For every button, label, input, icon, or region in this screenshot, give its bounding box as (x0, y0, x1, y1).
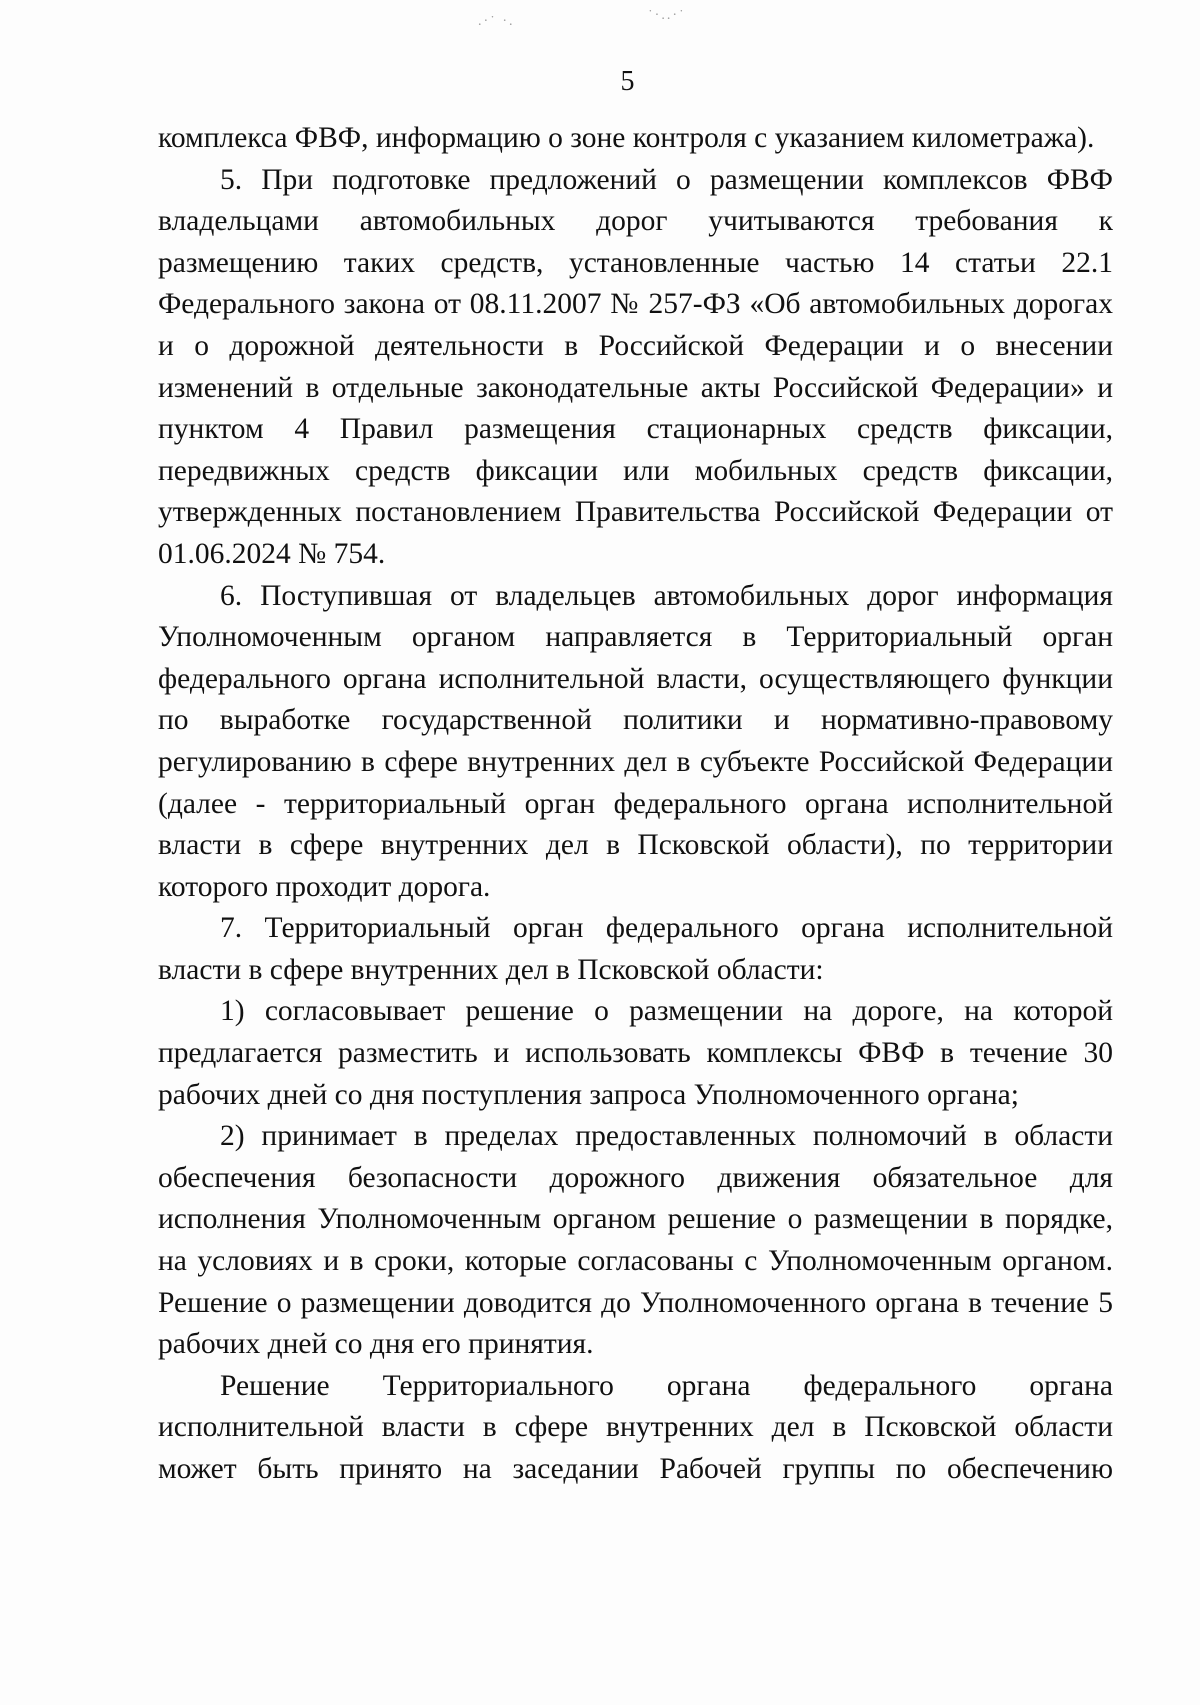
subitem-1: 1) согласовывает решение о размещении на дороге, на которой предлагается разместить и использовать комплексы ФВФ в течение 30 рабочих дней со дня поступления запроса Уполномоченного органа; (158, 995, 1113, 1111)
paragraph-item-7: 7. Территориальный орган федерального органа исполнительной власти в сфере внутренних дел в Псковской области: (158, 912, 1113, 986)
scan-artifact: .·˙ ·. (478, 14, 515, 29)
subitem-2: 2) принимает в пределах предоставленных полномочий в области обеспечения безопасности дорожного движения обязательное для исполнения Уполномоченным органом решение о размещении в порядке, на условиях и в сроки, которые согласованы с Уполномоченным органом. Решение о размещении доводится до Уполномоченного органа в течение 5 рабочих дней со дня его принятия. (158, 1120, 1113, 1361)
paragraph-item-6: 6. Поступившая от владельцев автомобильных дорог информация Уполномоченным органом направляется в Территориальный орган федерального органа исполнительной власти, осуществляющего функции по выработке государственной политики и нормативно-правовому регулированию в сфере внутренних дел в субъекте Российской Федерации (далее - территориальный орган федерального органа исполнительной власти в сфере внутренних дел в Псковской области), по территории которого проходит дорога. (158, 579, 1113, 903)
page-number: 5 (620, 66, 635, 97)
paragraph-item-5: 5. При подготовке предложений о размещении комплексов ФВФ владельцами автомобильных дорог учитываются требования к размещению таких средств, установленные частью 14 статьи 22.1 Федерального закона от 08.11.2007 № 257-ФЗ «Об автомобильных дорогах и о дорожной деятельности в Российской Федерации и о внесении изменений в отдельные законодательные акты Российской Федерации» и пунктом 4 Правил размещения стационарных средств фиксации, передвижных средств фиксации или мобильных средств фиксации, утвержденных постановлением Правительства Российской Федерации от 01.06.2024 № 754. (158, 163, 1113, 570)
scan-artifact: ˙·..·˙ (648, 8, 686, 23)
paragraph-decision: Решение Территориального органа федерального органа исполнительной власти в сфере внутренних дел в Псковской области может быть принято на заседании Рабочей группы по обеспечению (158, 1369, 1113, 1485)
document-body (158, 118, 1113, 1491)
paragraph-continuation: комплекса ФВФ, информацию о зоне контроля с указанием километража). (158, 122, 1095, 154)
